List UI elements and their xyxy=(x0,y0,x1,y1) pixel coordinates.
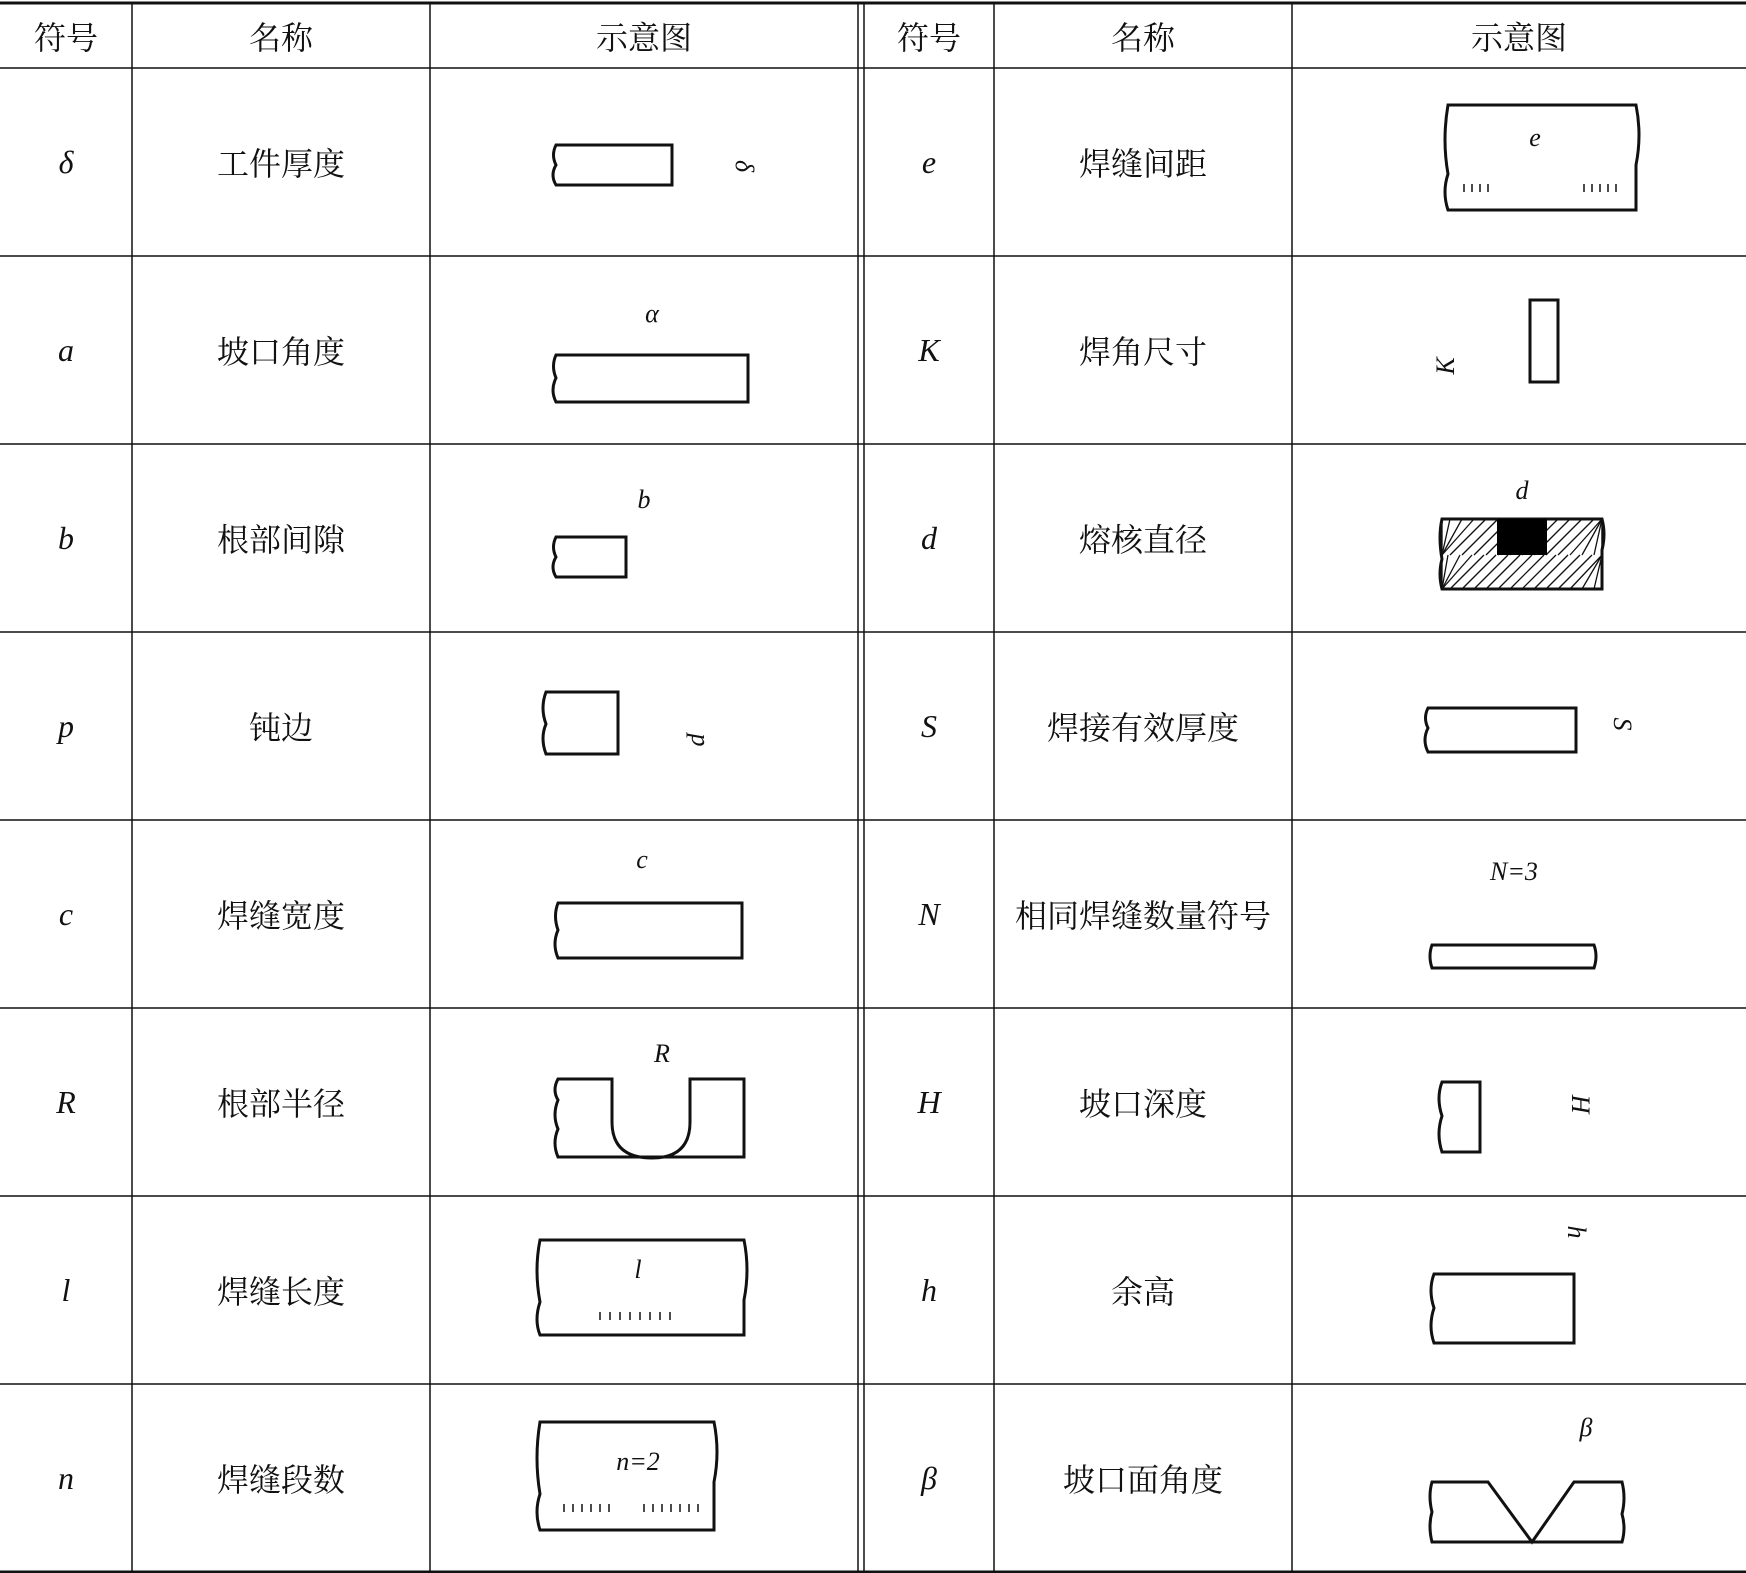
name-cell: 焊接有效厚度 xyxy=(1046,709,1239,747)
symbol-cell: d xyxy=(921,519,937,556)
symbol-cell: H xyxy=(917,1083,941,1120)
nugget-fill xyxy=(1497,519,1547,555)
hatch-line xyxy=(1442,519,1462,555)
name-cell: 焊缝段数 xyxy=(216,1461,345,1499)
effective-thickness-diagram xyxy=(1425,708,1576,752)
root-radius-label: R xyxy=(654,1039,670,1068)
name-cell: 钝边 xyxy=(248,709,313,747)
name-cell: 相同焊缝数量符号 xyxy=(1014,897,1271,935)
root-radius-diagram xyxy=(555,1079,744,1158)
name-cell: 工件厚度 xyxy=(216,145,345,183)
root-face-label: p xyxy=(686,733,715,747)
header-name-left: 名称 xyxy=(248,18,313,57)
symbol-cell: S xyxy=(921,707,937,744)
reinforcement-label: h xyxy=(1562,1225,1591,1239)
groove-face-angle-diagram xyxy=(1430,1482,1624,1542)
weld-length-label: l xyxy=(634,1255,642,1284)
weld-spacing-label: e xyxy=(1529,123,1541,152)
symbol-cell: p xyxy=(58,707,74,744)
name-cell: 焊缝长度 xyxy=(216,1273,345,1311)
nugget-diameter-label: d xyxy=(1515,476,1529,505)
hatch-line xyxy=(1442,519,1474,555)
name-cell: 焊角尺寸 xyxy=(1078,333,1207,371)
groove-angle-label: α xyxy=(645,299,659,328)
fillet-size-diagram xyxy=(1530,300,1558,382)
groove-angle-diagram xyxy=(553,355,748,402)
name-cell: 熔核直径 xyxy=(1078,521,1207,559)
groove-depth-diagram xyxy=(1439,1082,1480,1152)
groove-face-angle-label: β xyxy=(1579,1413,1593,1442)
header-symbol-left: 符号 xyxy=(33,18,98,57)
weld-count-diagram xyxy=(1430,945,1596,968)
name-cell: 焊缝间距 xyxy=(1078,145,1207,183)
groove-depth-label: H xyxy=(1566,1094,1595,1114)
symbol-cell: R xyxy=(56,1083,76,1120)
effective-thickness-label: S xyxy=(1608,717,1637,731)
name-cell: 焊缝宽度 xyxy=(216,897,345,935)
weld-spacing-diagram xyxy=(1445,105,1639,210)
symbol-cell: b xyxy=(58,519,74,556)
root-face-diagram xyxy=(543,692,618,754)
symbol-cell: δ xyxy=(58,143,74,180)
reinforcement-diagram xyxy=(1431,1274,1574,1343)
weld-count-label: N=3 xyxy=(1490,857,1538,886)
root-gap-label: b xyxy=(637,485,651,514)
weld-segments-label: n=2 xyxy=(616,1447,660,1476)
name-cell: 坡口深度 xyxy=(1078,1085,1207,1123)
header-diagram-right: 示意图 xyxy=(1470,18,1567,57)
root-gap-diagram xyxy=(553,537,626,577)
weld-segments-diagram xyxy=(537,1422,717,1530)
symbol-cell: a xyxy=(58,331,74,368)
header-diagram-left: 示意图 xyxy=(595,18,692,57)
hatch-line xyxy=(1570,519,1602,555)
symbol-cell: c xyxy=(58,895,74,932)
name-cell: 根部半径 xyxy=(216,1085,345,1123)
name-cell: 坡口角度 xyxy=(216,333,345,371)
name-cell: 余高 xyxy=(1110,1273,1175,1311)
thickness-label: δ xyxy=(730,159,759,173)
fillet-size-label: K xyxy=(1431,357,1460,375)
hatch-line xyxy=(1582,519,1602,555)
name-cell: 根部间隙 xyxy=(216,521,345,559)
symbol-cell: N xyxy=(918,895,940,932)
symbol-cell: β xyxy=(921,1459,937,1496)
symbol-cell: e xyxy=(921,143,937,180)
symbol-cell: K xyxy=(918,331,940,368)
header-name-right: 名称 xyxy=(1110,18,1175,57)
symbol-cell: l xyxy=(61,1271,71,1308)
thickness-diagram xyxy=(553,145,672,185)
symbol-cell: h xyxy=(921,1271,937,1308)
weld-width-label: c xyxy=(636,845,648,874)
name-cell: 坡口面角度 xyxy=(1062,1461,1223,1499)
weld-length-diagram xyxy=(537,1240,747,1335)
header-symbol-right: 符号 xyxy=(896,18,961,57)
hatch-line xyxy=(1582,555,1602,589)
symbol-cell: n xyxy=(58,1459,74,1496)
weld-width-diagram xyxy=(555,903,742,958)
